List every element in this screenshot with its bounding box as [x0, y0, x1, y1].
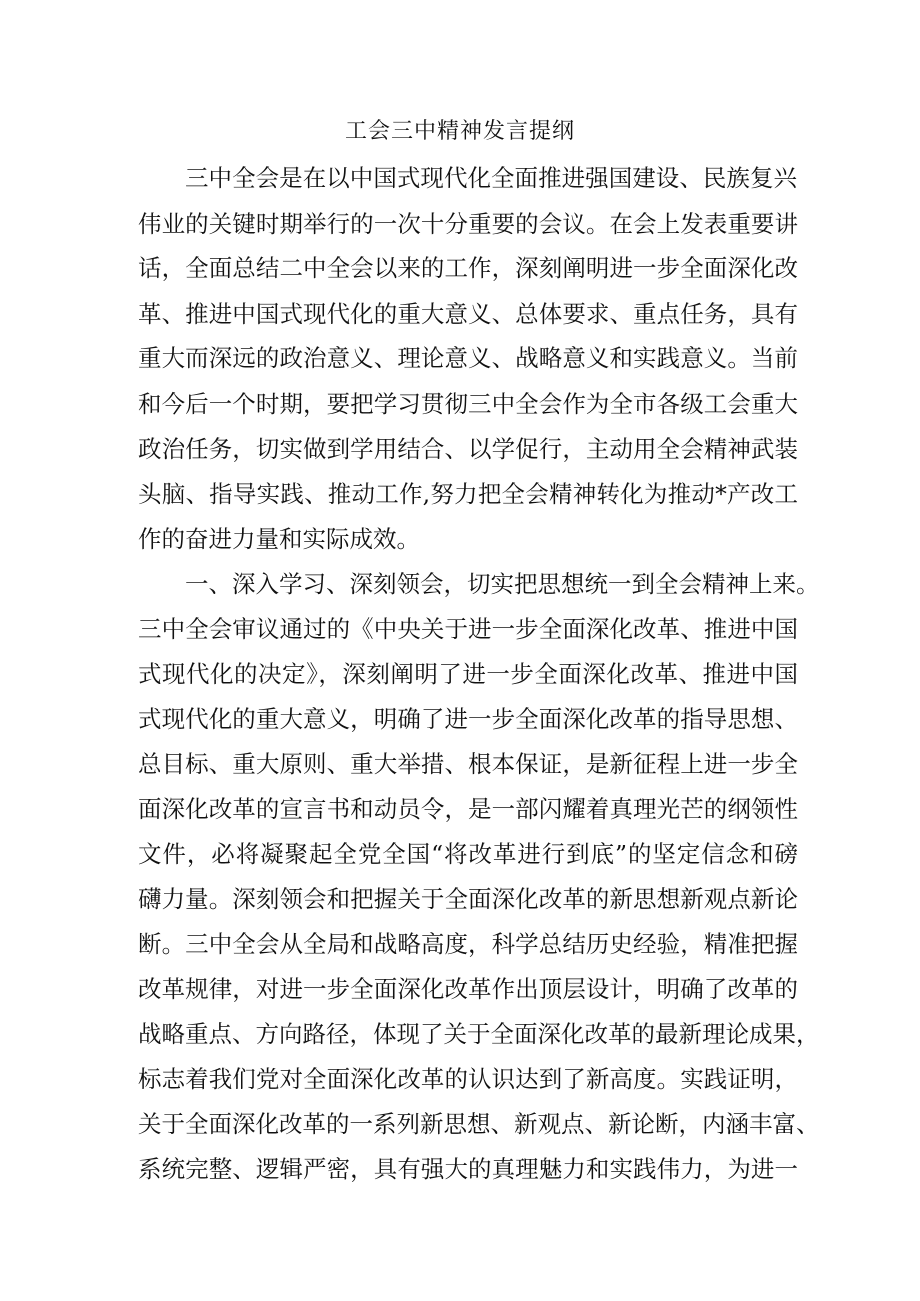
text-line: 系统完整、逻辑严密，具有强大的真理魅力和实践伟力，为进一	[138, 1155, 798, 1183]
section-heading-line: 一、深入学习、深刻领会，切实把思想统一到全会精神上来。	[185, 570, 820, 598]
text-line: 战略重点、方向路径，体现了关于全面深化改革的最新理论成果，	[138, 1020, 820, 1048]
document-title: 工会三中精神发言提纲	[344, 119, 575, 144]
text-line: 三中全会审议通过的《中央关于进一步全面深化改革、推进中国	[138, 615, 798, 643]
text-line: 三中全会是在以中国式现代化全面推进强国建设、民族复兴	[185, 164, 797, 192]
text-line: 和今后一个时期，要把学习贯彻三中全会作为全市各级工会重大	[138, 390, 798, 418]
text-line: 标志着我们党对全面深化改革的认识达到了新高度。实践证明，	[138, 1065, 798, 1093]
text-line: 断。三中全会从全局和战略高度，科学总结历史经验，精准把握	[138, 930, 798, 958]
text-line: 作的奋进力量和实际成效。	[138, 525, 420, 553]
text-line: 总目标、重大原则、重大举措、根本保证，是新征程上进一步全	[138, 750, 798, 778]
text-line: 式现代化的重大意义，明确了进一步全面深化改革的指导思想、	[138, 705, 798, 733]
text-line: 文件，必将凝聚起全党全国“将改革进行到底”的坚定信念和磅	[138, 840, 798, 868]
text-line: 关于全面深化改革的一系列新思想、新观点、新论断，内涵丰富、	[138, 1110, 820, 1138]
text-line: 礴力量。深刻领会和把握关于全面深化改革的新思想新观点新论	[138, 885, 798, 913]
text-line: 革、推进中国式现代化的重大意义、总体要求、重点任务，具有	[138, 300, 798, 328]
text-line: 话，全面总结二中全会以来的工作，深刻阐明进一步全面深化改	[138, 254, 798, 282]
text-line: 政治任务，切实做到学用结合、以学促行，主动用全会精神武装	[138, 435, 798, 463]
text-line: 式现代化的决定》，深刻阐明了进一步全面深化改革、推进中国	[138, 660, 798, 688]
text-line: 面深化改革的宣言书和动员令，是一部闪耀着真理光芒的纲领性	[138, 795, 798, 823]
text-line: 头脑、指导实践、推动工作,努力把全会精神转化为推动*产改工	[138, 480, 798, 508]
text-line: 重大而深远的政治意义、理论意义、战略意义和实践意义。当前	[138, 344, 798, 372]
text-line: 改革规律，对进一步全面深化改革作出顶层设计，明确了改革的	[138, 975, 798, 1003]
text-line: 伟业的关键时期举行的一次十分重要的会议。在会上发表重要讲	[138, 210, 798, 238]
